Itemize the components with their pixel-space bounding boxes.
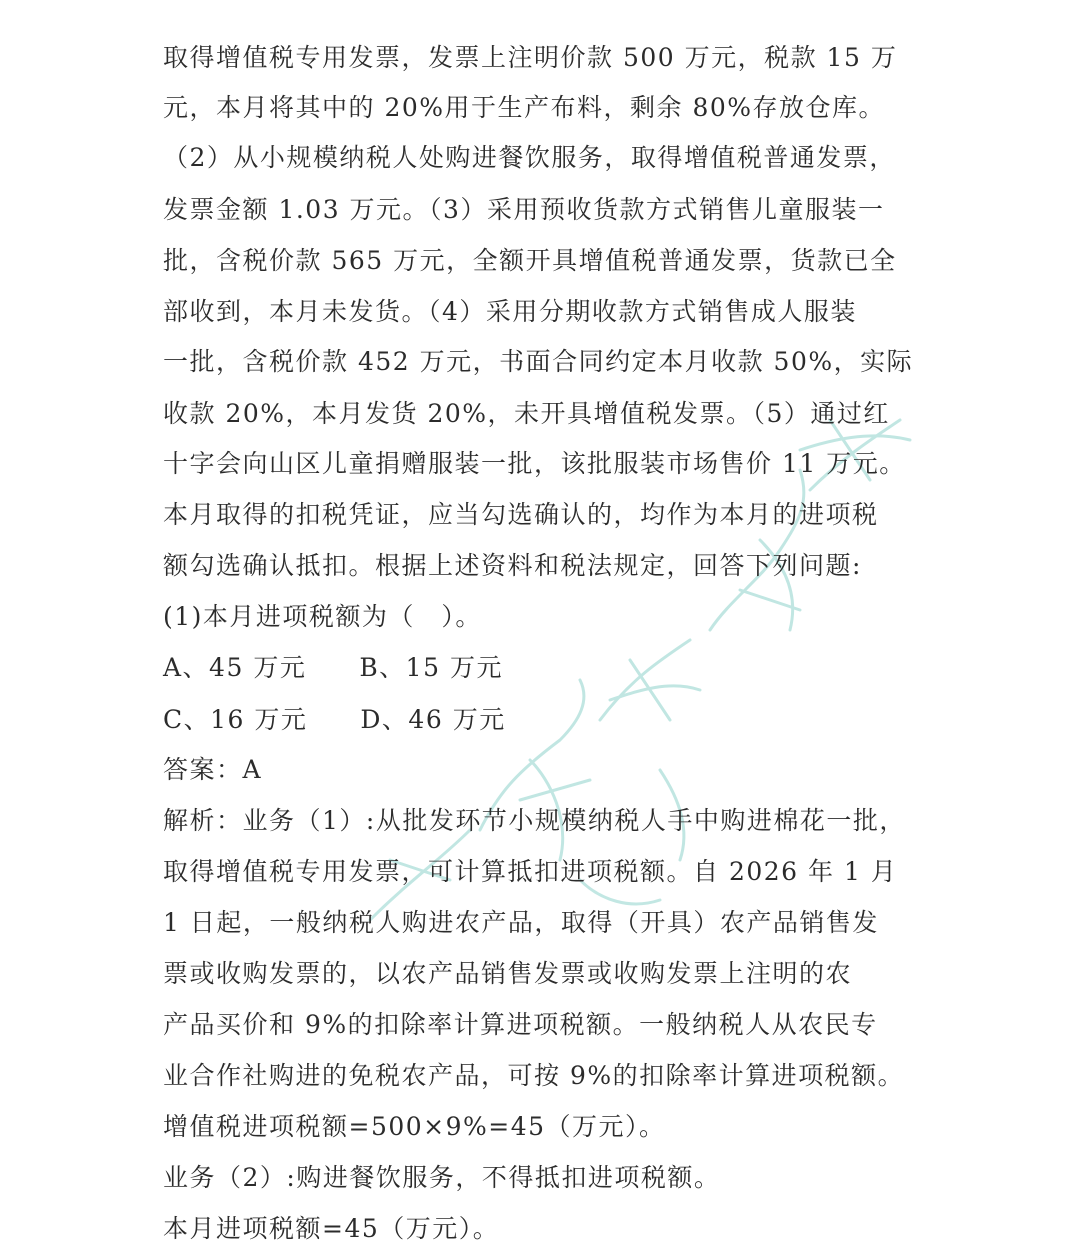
- text-line-11: 额勾选确认抵扣。根据上述资料和税法规定，回答下列问题:: [163, 551, 862, 580]
- analysis-line-4: 票或收购发票的，以农产品销售发票或收购发票上注明的农: [163, 959, 853, 988]
- analysis-line-3: 1 日起，一般纳税人购进农产品，取得（开具）农产品销售发: [163, 908, 879, 937]
- calc-line-3: 本月进项税额=45（万元）。: [163, 1214, 500, 1243]
- text-line-8: 收款 20%，本月发货 20%，未开具增值税发票。（5）通过红: [163, 399, 890, 428]
- calc-line-2: 业务（2）:购进餐饮服务，不得抵扣进项税额。: [163, 1163, 721, 1192]
- text-line-10: 本月取得的扣税凭证，应当勾选确认的，均作为本月的进项税: [163, 500, 879, 529]
- text-line-7: 一批，含税价款 452 万元，书面合同约定本月收款 50%，实际: [163, 347, 914, 376]
- text-line-3: （2）从小规模纳税人处购进餐饮服务，取得增值税普通发票，: [163, 143, 896, 172]
- question-stem: (1)本月进项税额为（ ）。: [163, 602, 482, 631]
- text-line-6: 部收到，本月未发货。（4）采用分期收款方式销售成人服装: [163, 297, 857, 326]
- options-row-2: C、16 万元 D、46 万元: [163, 705, 506, 734]
- calc-line-1: 增值税进项税额=500×9%=45（万元）。: [163, 1112, 666, 1141]
- answer-line: 答案：A: [163, 755, 263, 784]
- analysis-line-2: 取得增值税专用发票，可计算抵扣进项税额。自 2026 年 1 月: [163, 857, 898, 886]
- analysis-line-6: 业合作社购进的免税农产品，可按 9%的扣除率计算进项税额。: [163, 1061, 905, 1090]
- analysis-line-1: 解析：业务（1）:从批发环节小规模纳税人手中购进棉花一批，: [163, 806, 906, 835]
- text-line-2: 元，本月将其中的 20%用于生产布料，剩余 80%存放仓库。: [163, 93, 886, 122]
- text-line-1: 取得增值税专用发票，发票上注明价款 500 万元，税款 15 万: [163, 43, 898, 72]
- text-line-9: 十字会向山区儿童捐赠服装一批，该批服装市场售价 11 万元。: [163, 449, 906, 478]
- text-line-5: 批，含税价款 565 万元，全额开具增值税普通发票，货款已全: [163, 246, 897, 275]
- analysis-line-5: 产品买价和 9%的扣除率计算进项税额。一般纳税人从农民专: [163, 1010, 878, 1039]
- options-row-1: A、45 万元 B、15 万元: [163, 653, 503, 682]
- text-line-4: 发票金额 1.03 万元。（3）采用预收货款方式销售儿童服装一: [163, 195, 885, 224]
